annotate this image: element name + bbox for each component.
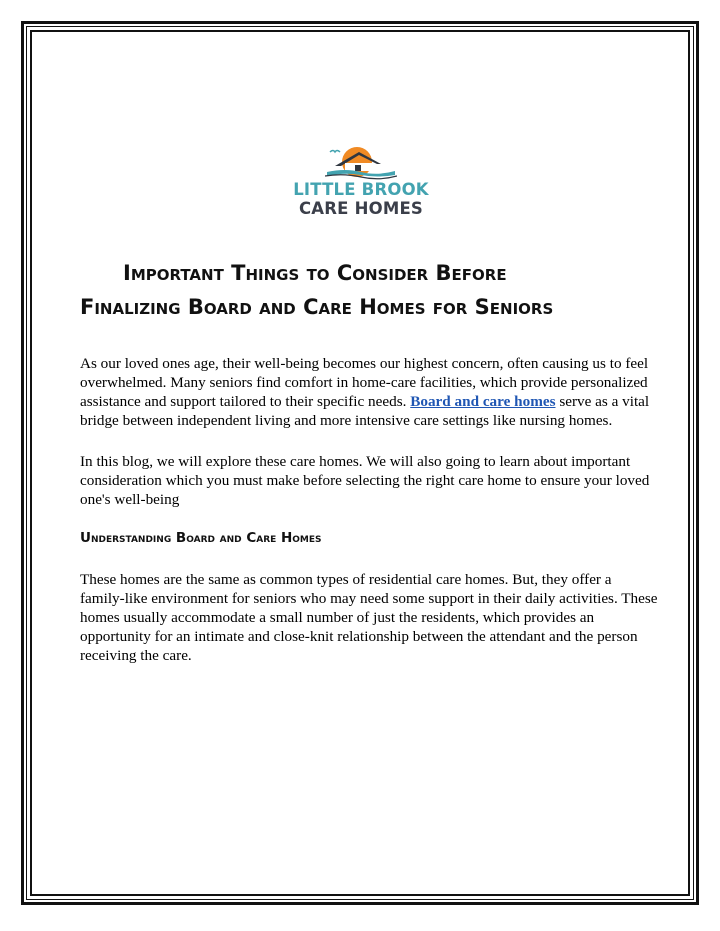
page-title-line1: Important Things to Consider Before [123, 261, 507, 285]
logo-text-line1: LITTLE BROOK [293, 180, 429, 199]
company-logo [287, 140, 435, 220]
intro-text-start: As our loved ones age, their well-being becomes our highest concern, often causing us to feel overwhelmed. Many seniors find comfort in home-care facilities, which provide personalized assistance and support tailored to their specific needs. [80, 355, 649, 410]
intro-text-end: serve as a vital bridge between independent living and more intensive care settings like nursing homes. [80, 393, 650, 429]
bird-icon [330, 151, 340, 153]
logo-text-line2: CARE HOMES [298, 199, 423, 218]
board-and-care-homes-link[interactable]: Board and care homes [410, 393, 556, 410]
blog-intro-paragraph: In this blog, we will explore these care homes. We will also going to learn about important consideration which you must make before selecting the right care home to ensure your loved one's well-being [80, 453, 650, 508]
section-body-paragraph: These homes are the same as common types of residential care homes. But, they offer a family-like environment for seniors who may need some support in their daily activities. These homes usually accommodate a small number of just the residents, which provides an opportunity for an intimate and close-knit relationship between the attendant and the person receiving the care. [80, 571, 658, 664]
intro-paragraph [80, 354, 660, 430]
page-title [80, 256, 660, 324]
page-title-line2: Finalizing Board and Care Homes for Seniors [80, 295, 554, 319]
door-icon [355, 165, 361, 171]
house-sun-icon [325, 140, 397, 180]
section-heading: Understanding Board and Care Homes [80, 530, 322, 546]
